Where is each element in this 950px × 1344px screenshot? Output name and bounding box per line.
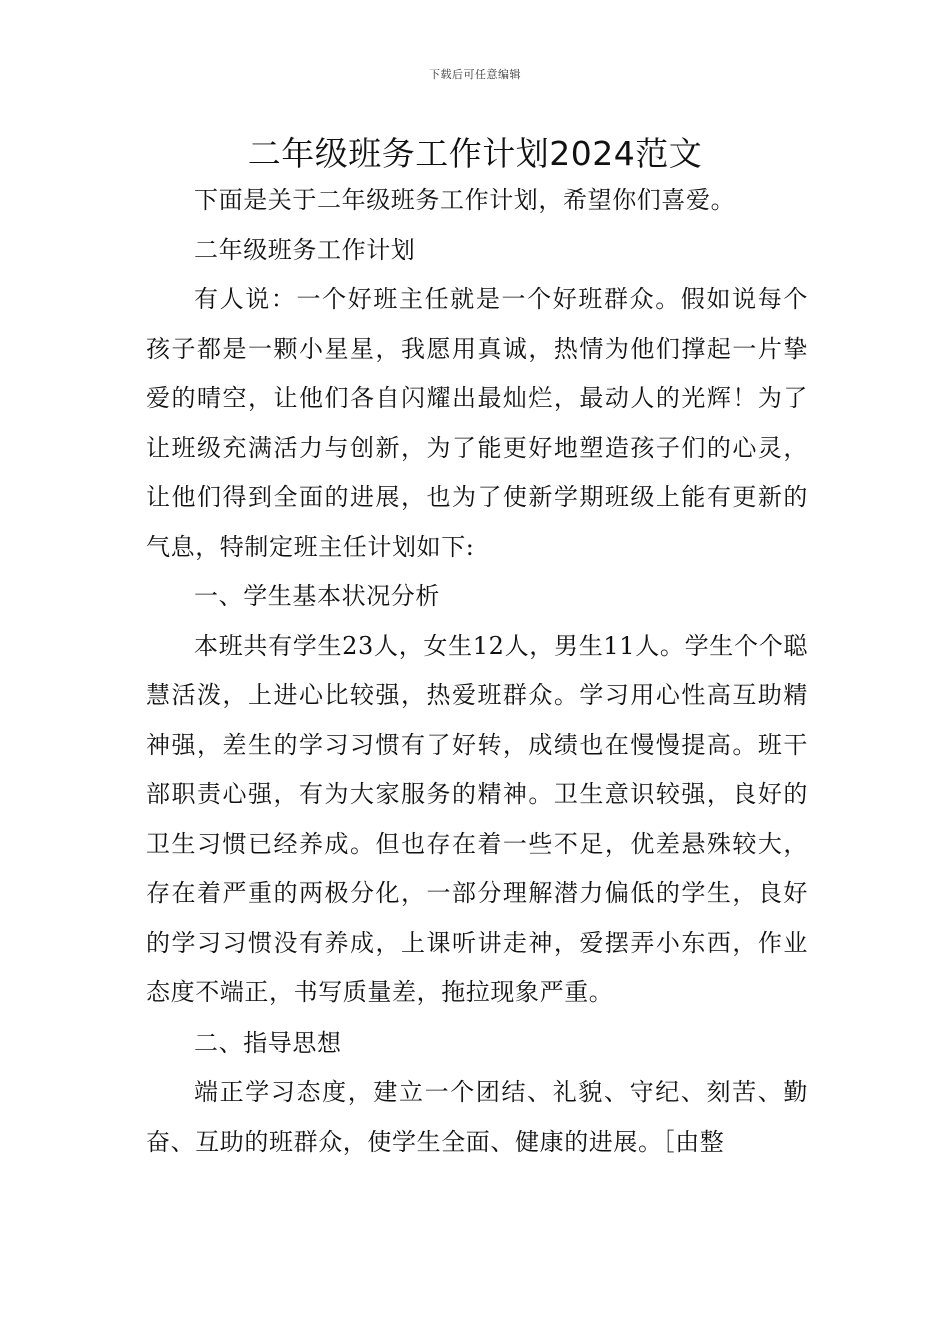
header-note: 下载后可任意编辑 xyxy=(429,68,521,81)
subtitle-paragraph: 二年级班务工作计划 xyxy=(194,235,416,264)
guiding-principle-paragraph: 端正学习态度，建立一个团结、礼貌、守纪、刻苦、勤奋、互助的班群众，使学生全面、健康的进展。［由整 xyxy=(146,1078,808,1156)
section-heading-1: 一、学生基本状况分析 xyxy=(194,582,440,610)
document-title: 二年级班务工作计划2024范文 xyxy=(247,134,703,173)
opening-paragraph: 有人说：一个好班主任就是一个好班群众。假如说每个孩子都是一颗小星星，我愿用真诚，热情为他们撑起一片挚爱的晴空，让他们各自闪耀出最灿烂，最动人的光辉！为了让班级充满活力与创新，为了能更好地塑造孩子们的心灵，让他们得到全面的进展，也为了使新学期班级上能有更新的气息，特制定班主任计划如下: xyxy=(146,285,808,561)
section-heading-2: 二、指导思想 xyxy=(194,1028,342,1057)
document-body xyxy=(146,176,808,1167)
intro-paragraph: 下面是关于二年级班务工作计划，希望你们喜爱。 xyxy=(194,186,736,214)
student-analysis-paragraph: 本班共有学生23人，女生12人，男生11人。学生个个聪慧活泼，上进心比较强，热爱班群众。学习用心性高互助精神强，差生的学习习惯有了好转，成绩也在慢慢提高。班干部职责心强，有为大家服务的精神。卫生意识较强，良好的卫生习惯已经养成。但也存在着一些不足，优差悬殊较大，存在着严重的两极分化，一部分理解潜力偏低的学生，良好的学习习惯没有养成，上课听讲走神，爱摆弄小东西，作业态度不端正，书写质量差，拖拉现象严重。 xyxy=(146,631,808,1006)
